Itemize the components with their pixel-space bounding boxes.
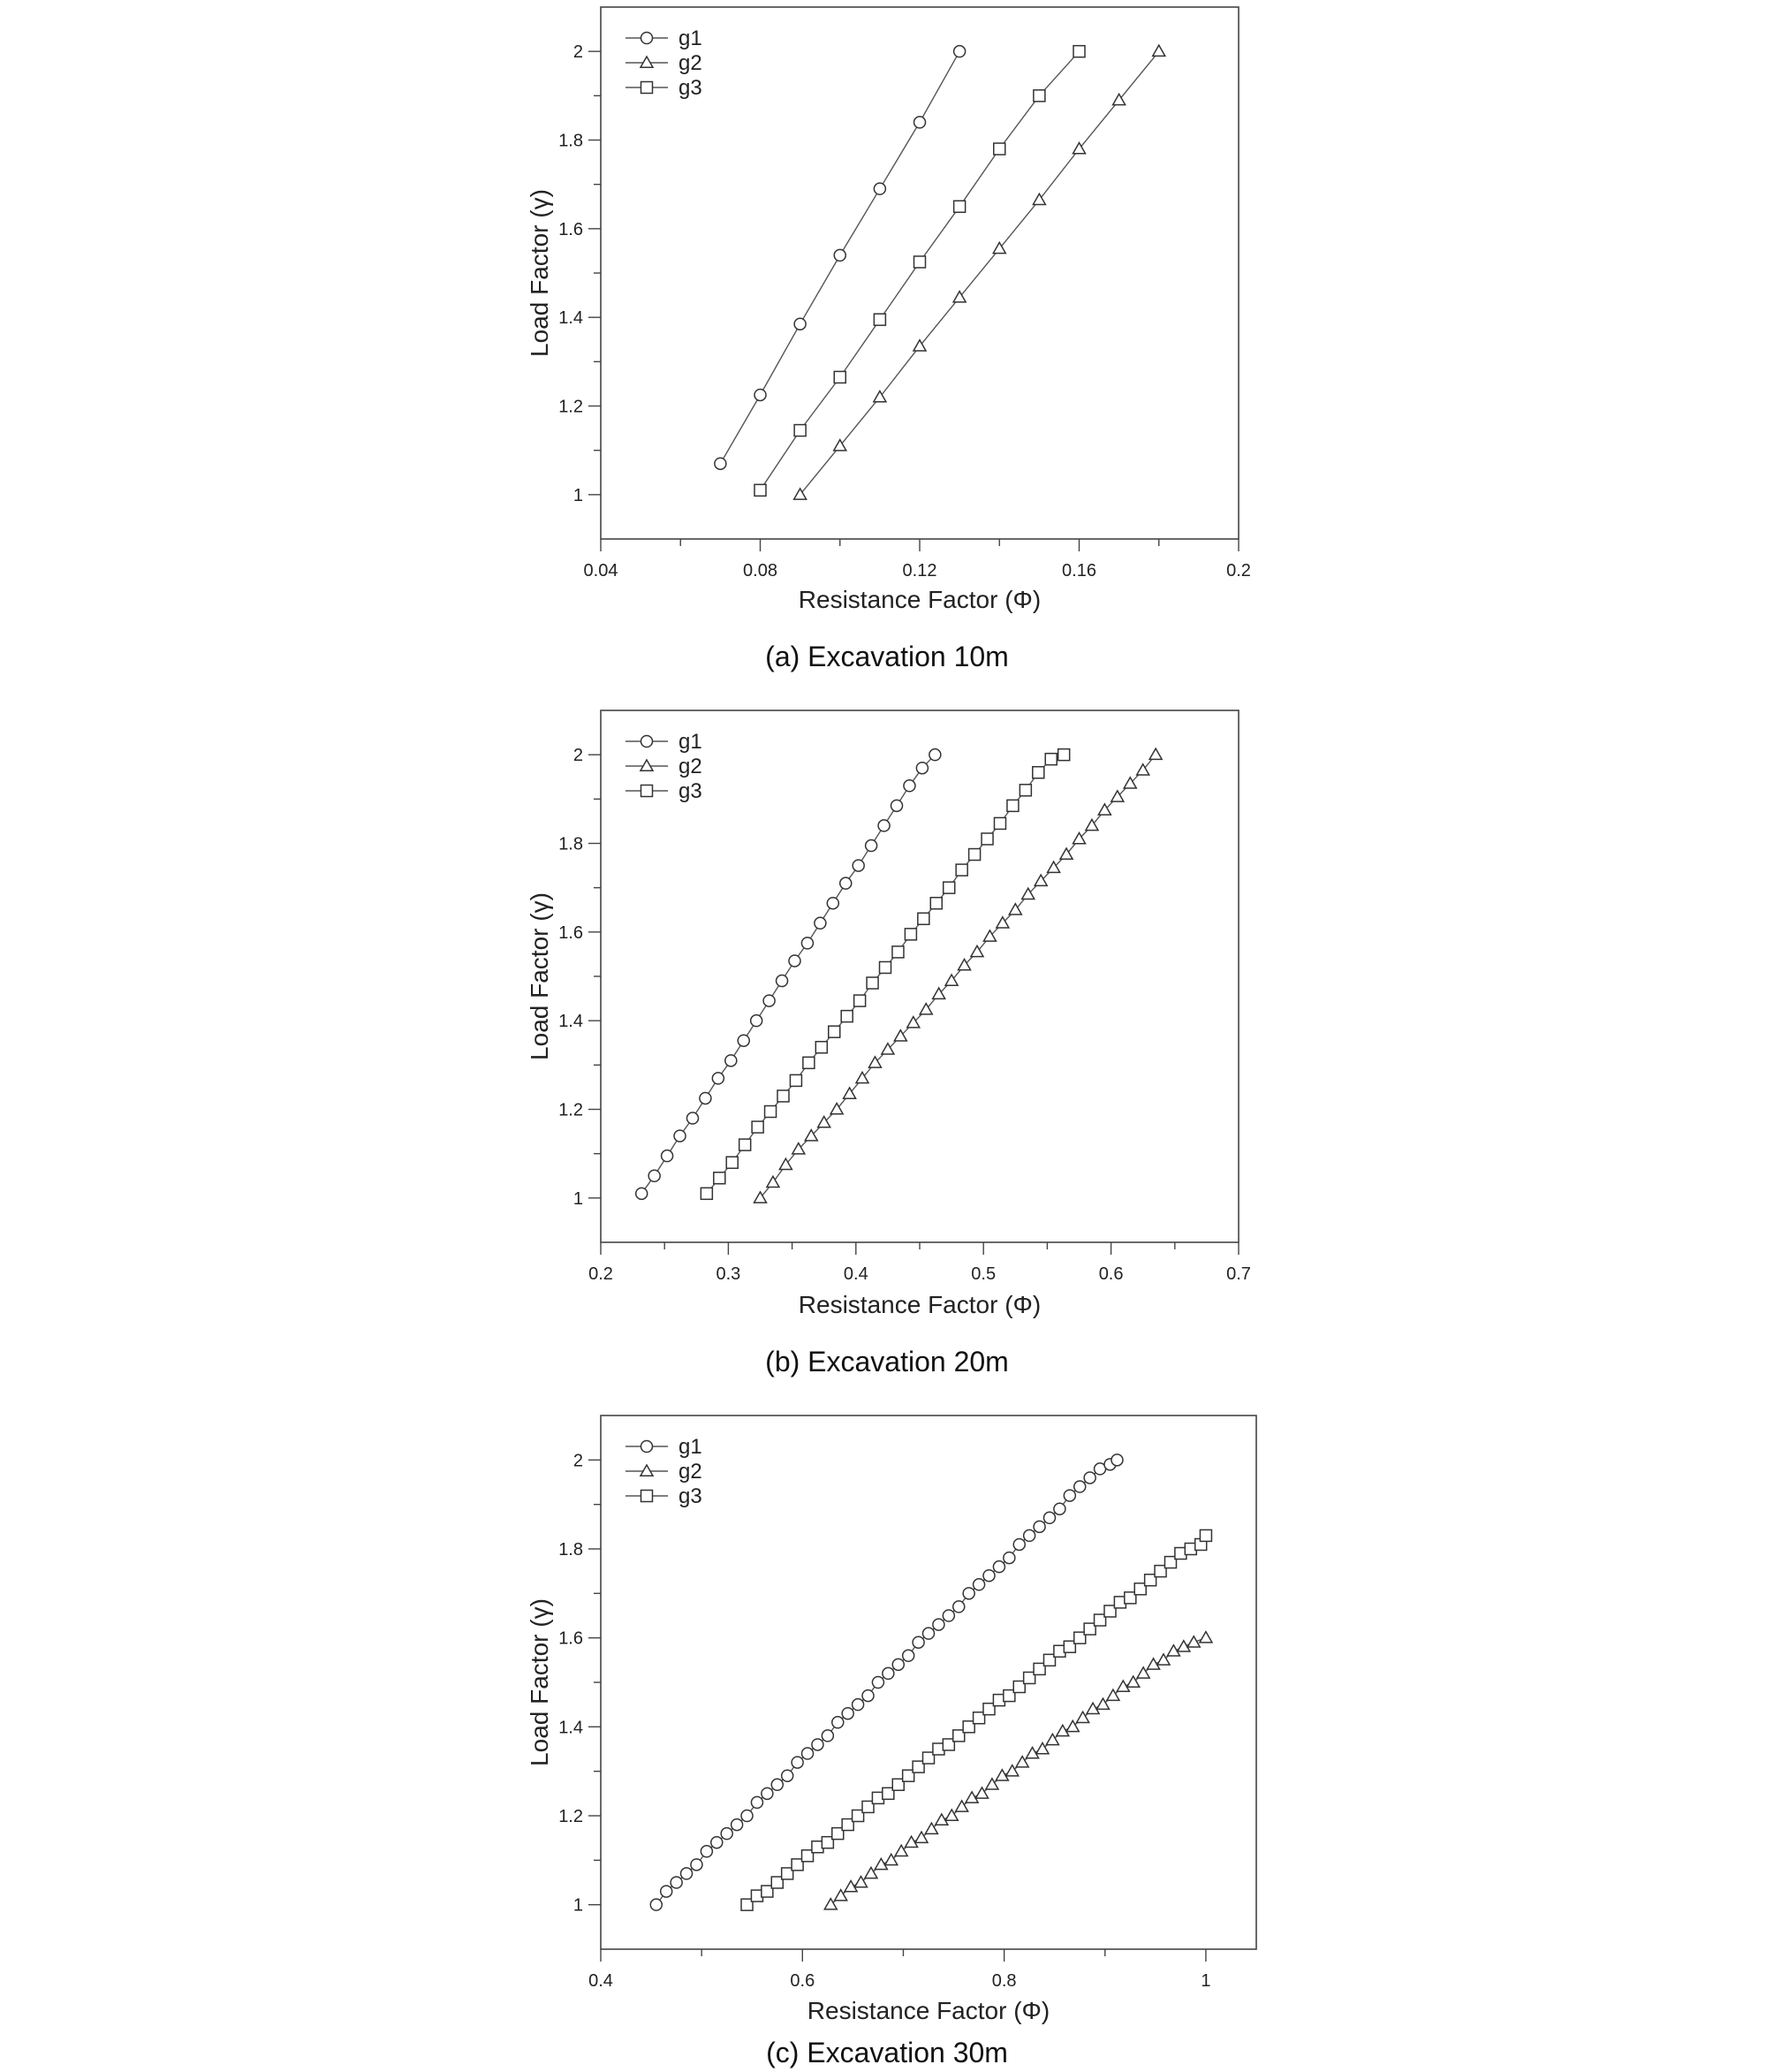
g1-point [872,1677,883,1689]
x-tick-label: 0.08 [743,561,777,581]
g1-point [903,1650,914,1661]
y-tick-label: 1 [572,1895,583,1916]
axis-ticks [588,51,1239,551]
g1-point [993,1561,1005,1573]
g2-point [1200,1632,1212,1643]
x-tick-label: 0.6 [790,1971,815,1991]
legend [625,1435,702,1508]
g3-point [914,256,926,268]
g2-line [761,755,1156,1198]
g1-point [827,898,838,909]
g3-point [752,1121,763,1133]
axis-ticks [588,755,1239,1255]
legend-g3-marker [641,82,653,94]
g1-point [892,1658,904,1670]
x-tick-label: 0.2 [588,1264,613,1284]
g1-point [712,1073,724,1084]
y-tick-label: 1.6 [558,219,583,239]
y-tick-label: 1.8 [558,1540,583,1560]
g1-point [782,1770,793,1781]
x-tick-labels [588,1971,1210,1991]
legend-g2-label: g2 [679,1460,702,1484]
x-axis-label: Resistance Factor (Φ) [807,1997,1050,2024]
g1-point [914,117,926,128]
g1-point [883,1667,894,1679]
x-tick-labels [584,561,1251,581]
y-tick-label: 1.2 [558,397,583,417]
g1-point [681,1868,693,1879]
x-tick-label: 0.16 [1062,561,1096,581]
g1-point [878,820,890,831]
legend-g2-label: g2 [679,51,702,75]
g3-point [726,1157,738,1168]
g2-point [767,1176,779,1187]
g1-point [662,1150,673,1162]
g1-point [738,1035,749,1046]
legend-g2-marker [641,1465,653,1476]
g1-point [725,1055,737,1066]
g1-point [751,1015,762,1027]
g3-point [765,1106,777,1118]
y-tick-label: 1 [572,1188,583,1209]
x-tick-label: 0.5 [971,1264,997,1284]
g3-point [930,898,942,909]
g2-point [1153,45,1165,56]
g1-point [763,995,775,1006]
legend-g1-marker [641,1441,653,1453]
x-tick-label: 0.12 [902,561,937,581]
g1-point [711,1837,723,1848]
g1-point [792,1757,803,1768]
legend-g1-marker [641,33,653,44]
g1-point [789,955,800,967]
legend-g3-marker [641,786,653,797]
x-tick-label: 0.04 [583,561,618,581]
g3-point [790,1074,801,1086]
g3-point [1073,46,1085,57]
g2-line [800,51,1159,495]
x-tick-label: 0.2 [1226,561,1251,581]
g3-point [954,201,966,212]
g1-point [1064,1490,1075,1501]
chart-panel-b [526,710,1251,1378]
g3-point [969,849,981,861]
g2-point [1187,1636,1200,1647]
g3-point [994,143,1005,155]
g1-point [1111,1454,1123,1466]
g1-point [715,458,726,469]
y-tick-label: 1.6 [558,1628,583,1649]
g1-point [650,1899,662,1910]
x-tick-label: 0.7 [1226,1264,1251,1284]
legend-g1-label: g1 [679,27,702,50]
g1-point [751,1796,762,1808]
series-markers [650,1454,1212,1910]
series-lines [641,755,1156,1198]
g3-point [739,1139,751,1150]
g1-point [832,1717,844,1728]
g1-point [754,389,766,400]
x-axis-label: Resistance Factor (Φ) [798,586,1042,613]
legend [625,730,702,803]
x-tick-label: 0.4 [843,1264,868,1284]
g1-point [1034,1521,1045,1532]
legend-g3-label: g3 [679,779,702,803]
g1-point [771,1779,783,1790]
g1-point [874,183,885,194]
g1-point [1024,1529,1035,1541]
g1-point [913,1636,924,1648]
g1-point [636,1188,648,1199]
g1-point [701,1846,712,1857]
g1-point [923,1628,935,1639]
g1-point [1004,1552,1015,1564]
g1-point [1074,1481,1086,1492]
y-tick-label: 2 [572,1451,583,1471]
g1-point [974,1579,985,1590]
y-tick-label: 1.4 [558,1012,583,1032]
g3-point [874,314,885,325]
y-tick-label: 1.4 [558,1718,583,1738]
g1-point [691,1859,702,1871]
series-lines [720,51,1158,495]
g3-point [867,977,878,989]
g1-point [953,1601,965,1613]
g1-point [674,1130,686,1142]
g3-point [1020,785,1031,796]
legend-g3-label: g3 [679,1484,702,1508]
g1-point [963,1588,974,1599]
g3-point [841,1011,853,1022]
y-tick-label: 1.4 [558,308,583,329]
y-axis-label: Load Factor (γ) [526,892,553,1060]
g1-point [954,46,966,57]
g3-point [944,882,955,893]
g1-point [853,860,864,871]
g3-point [794,425,806,436]
g1-point [1054,1503,1065,1514]
x-tick-label: 1 [1201,1971,1211,1991]
g1-point [648,1170,660,1181]
legend [625,27,702,100]
g1-point [822,1730,833,1742]
y-axis-label: Load Factor (γ) [526,1598,553,1766]
g3-point [1058,749,1070,761]
g1-point [866,840,877,852]
g1-point [916,763,928,774]
g3-point [994,817,1005,829]
legend-g1-label: g1 [679,1435,702,1459]
g1-point [943,1610,954,1621]
g1-point [732,1819,743,1831]
legend-g2-marker [641,760,653,770]
g1-point [929,749,941,761]
y-tick-label: 1.8 [558,834,583,854]
g1-point [904,780,915,792]
g1-point [794,318,806,330]
x-tick-labels [588,1264,1251,1284]
x-tick-label: 0.8 [991,1971,1017,1991]
g1-point [815,917,826,929]
g3-point [905,929,916,940]
y-tick-label: 1.2 [558,1807,583,1826]
g3-point [892,946,904,958]
g1-point [1013,1538,1025,1550]
g1-point [700,1092,711,1104]
y-tick-label: 1.2 [558,1100,583,1120]
g3-point [701,1188,712,1199]
g2-point [1149,748,1162,759]
g1-point [802,1748,814,1759]
g1-point [801,937,813,949]
y-axis-label: Load Factor (γ) [526,189,553,357]
panel-caption: (a) Excavation 10m [765,641,1009,672]
series-markers [715,45,1165,499]
g1-point [834,249,845,261]
g1-point [721,1828,732,1840]
g3-point [956,864,967,876]
series-markers [636,748,1162,1203]
g3-point [834,371,845,383]
g3-point [854,995,866,1006]
g1-point [661,1886,672,1897]
y-tick-label: 1.8 [558,131,583,151]
y-tick-labels [558,746,583,1209]
legend-g1-marker [641,736,653,748]
g1-point [842,1708,853,1719]
g3-point [829,1026,840,1037]
legend-g1-label: g1 [679,730,702,754]
g3-point [880,961,891,973]
y-tick-label: 2 [572,746,583,766]
legend-g3-label: g3 [679,76,702,100]
legend-g3-marker [641,1491,653,1502]
panel-caption: (b) Excavation 20m [765,1346,1009,1378]
g3-point [714,1173,725,1184]
g1-point [862,1690,874,1702]
x-tick-label: 0.3 [716,1264,741,1284]
x-tick-label: 0.4 [588,1971,613,1991]
g1-line [641,755,935,1194]
g3-point [1034,90,1045,102]
g3-point [1033,767,1044,778]
g3-point [918,913,929,924]
g1-point [1043,1512,1055,1523]
y-tick-label: 1 [572,485,583,505]
legend-g2-label: g2 [679,755,702,778]
legend-g2-marker [641,57,653,67]
x-axis-label: Resistance Factor (Φ) [798,1291,1042,1318]
g3-point [1200,1529,1211,1541]
g3-point [777,1090,789,1102]
y-tick-labels [558,42,583,505]
y-tick-labels [558,1451,583,1915]
g3-point [803,1057,815,1068]
g1-point [812,1739,823,1750]
g1-point [762,1787,773,1799]
g1-point [853,1699,864,1711]
g1-point [1084,1472,1095,1484]
y-tick-label: 1.6 [558,922,583,943]
g3-point [982,833,993,845]
g1-point [686,1112,698,1124]
g1-point [741,1810,753,1822]
g1-point [933,1619,944,1630]
chart-panel-c [526,1415,1256,2068]
g1-point [671,1877,682,1888]
g1-point [983,1570,995,1582]
y-tick-label: 2 [572,42,583,63]
chart-panel-a [526,7,1251,672]
g3-point [1007,800,1019,811]
panel-caption: (c) Excavation 30m [766,2037,1008,2068]
g1-point [777,975,788,987]
g3-point [754,484,766,496]
g1-point [891,800,903,811]
x-tick-label: 0.6 [1098,1264,1124,1284]
g3-point [815,1042,827,1053]
g3-point [1045,754,1057,765]
g1-point [840,877,852,889]
